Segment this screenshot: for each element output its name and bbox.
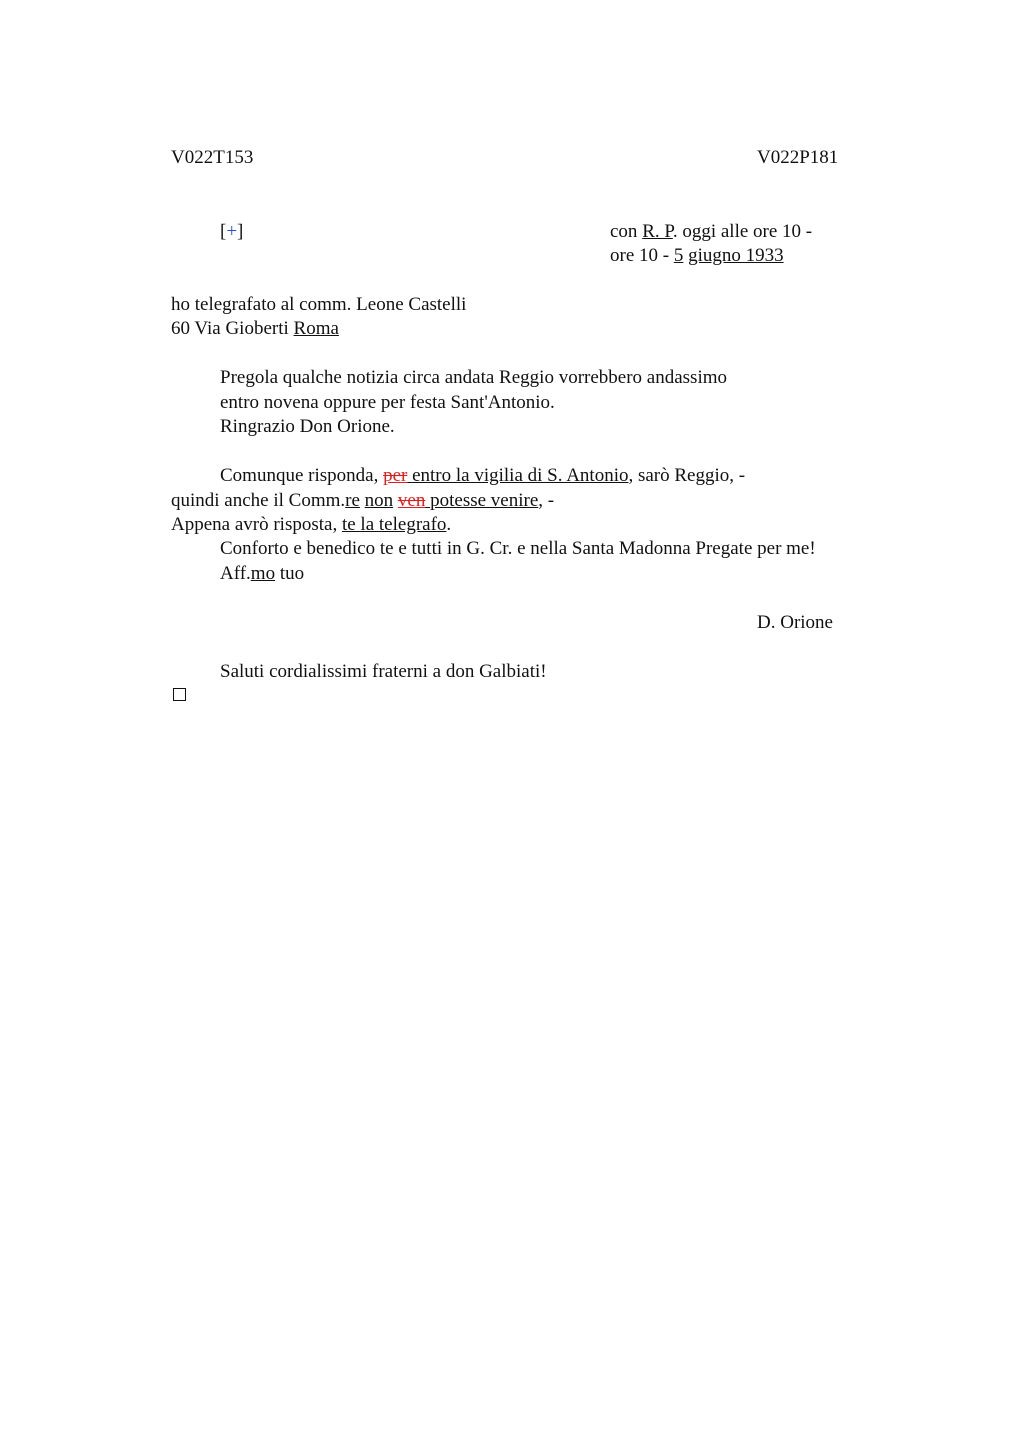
underlined-word: non (364, 490, 394, 511)
body-text: , - (538, 490, 555, 511)
deleted-word: ven (397, 490, 426, 511)
date-note-text: con (610, 221, 643, 242)
abbrev-suffix: mo (250, 563, 276, 584)
date-note-text: ore 10 - (610, 245, 674, 266)
address-line-1: ho telegrafato al comm. Leone Castelli (171, 294, 467, 315)
underlined-phrase: entro la vigilia di S. Antonio (412, 465, 629, 486)
date-month-year: giugno 1933 (688, 245, 784, 266)
doc-code-left: V022T153 (171, 147, 254, 168)
address-street: 60 Via Gioberti (171, 318, 294, 339)
closing-text: tuo (275, 563, 305, 584)
body-text: Comunque risponda, (220, 465, 384, 486)
date-note-rp: R. P (642, 221, 673, 242)
date-note-line-2 (610, 244, 784, 268)
postscript: Saluti cordialissimi fraterni a don Galbiati! (220, 661, 547, 682)
body-line-3 (171, 513, 451, 537)
address-line-2 (171, 317, 339, 341)
doc-code-right: V022P181 (757, 147, 839, 168)
date-note-text: . oggi alle ore 10 - (672, 221, 813, 242)
body-text: . (446, 514, 452, 535)
deleted-word: per (383, 465, 408, 486)
abbrev-suffix: re (345, 490, 360, 511)
body-text: , sarò Reggio, - (628, 465, 746, 486)
end-marker-icon (173, 688, 186, 701)
plus-link[interactable]: + (226, 221, 238, 242)
closing-line (220, 562, 304, 586)
body-line-2 (171, 489, 554, 513)
signature: D. Orione (757, 612, 833, 633)
date-day: 5 (673, 245, 684, 266)
telegram-line-3: Ringrazio Don Orione. (220, 416, 395, 437)
bracket-close: ] (237, 221, 244, 242)
date-note-line-1 (610, 220, 812, 244)
expand-marker (220, 220, 243, 244)
body-line-4: Conforto e benedico te e tutti in G. Cr. e nella Santa Madonna Pregate per me! (220, 538, 816, 559)
address-city: Roma (293, 318, 339, 339)
underlined-phrase: potesse venire (430, 490, 539, 511)
closing-text: Aff. (220, 563, 251, 584)
body-text: Appena avrò risposta, (171, 514, 342, 535)
telegram-line-1: Pregola qualche notizia circa andata Reggio vorrebbero andassimo (220, 367, 727, 388)
bracket-open: [ (220, 221, 227, 242)
underlined-phrase: te la telegrafo (341, 514, 447, 535)
body-text: quindi anche il Comm. (171, 490, 346, 511)
body-line-1 (220, 464, 745, 488)
telegram-line-2: entro novena oppure per festa Sant'Antonio. (220, 392, 555, 413)
